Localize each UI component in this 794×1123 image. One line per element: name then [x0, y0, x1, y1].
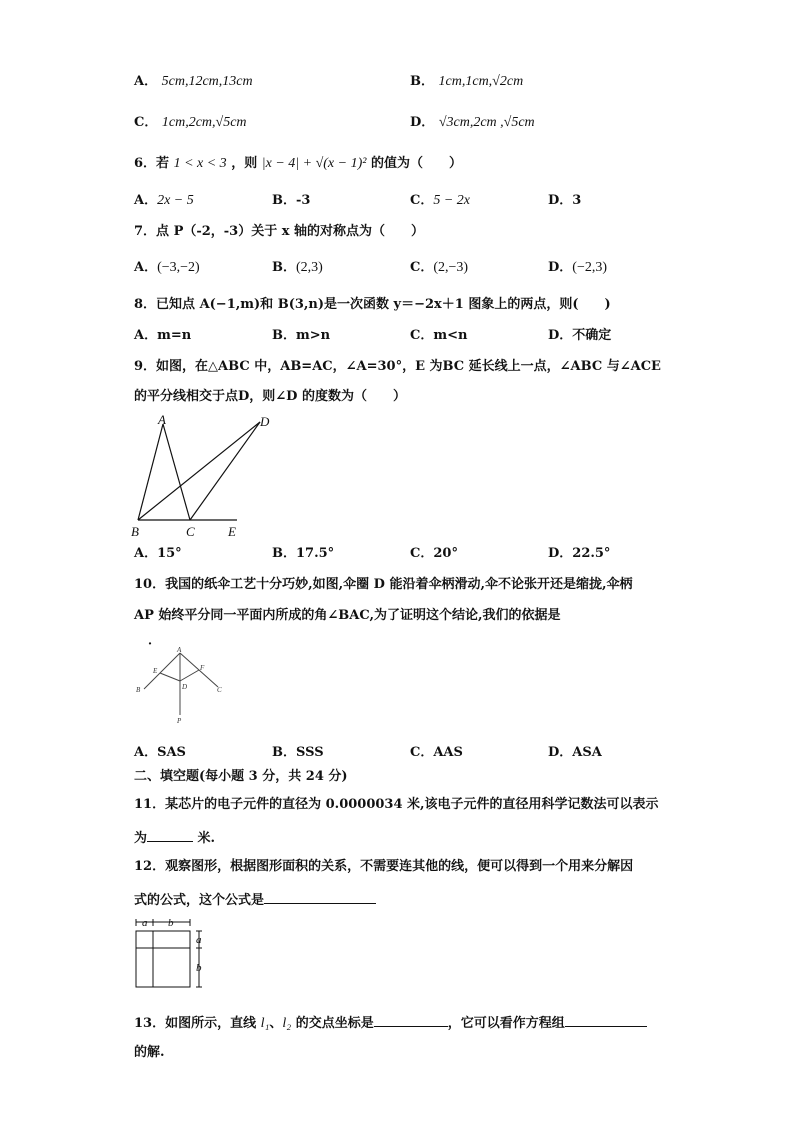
option-label: A．: [134, 193, 158, 208]
label-a: A: [177, 646, 182, 654]
option-text: 5cm,12cm,13cm: [161, 74, 253, 89]
option-text: (2,3): [296, 260, 323, 275]
line-l2-symbol: l₂: [282, 1016, 292, 1031]
section-heading: 二、填空题(每小题 3 分，共 24 分): [134, 769, 348, 784]
q12-answer-blank[interactable]: [264, 889, 376, 904]
dim-a-side: a: [196, 934, 202, 946]
q5-option-c: [134, 114, 247, 132]
q9-stem-line1: 9．如图，在△ABC 中，AB=AC，∠A=30°，E 为BC 延长线上一点，∠ABC 与∠ACE: [134, 359, 661, 374]
option-label: D．: [548, 260, 573, 275]
q5-option-d: [410, 114, 535, 132]
line-l1-symbol: l₁: [260, 1016, 270, 1031]
q13-coordinate-blank[interactable]: [374, 1012, 448, 1027]
dim-b-top: b: [168, 917, 174, 929]
label-b: B: [136, 686, 141, 694]
outer-square: [136, 931, 190, 987]
segment-cd: [190, 422, 260, 520]
q6-option-b: [272, 192, 310, 210]
q12-stem-line1: 12．观察图形，根据图形面积的关系，不需要连其他的线，便可以得到一个用来分解因: [134, 859, 634, 874]
q10-option-c: C．AAS: [410, 745, 463, 760]
q8-stem: 8．已知点 A(−1,m)和 B(3,n)是一次函数 y＝−2x＋1 图象上的两点，则( ): [134, 297, 611, 312]
segment-bd: [138, 422, 260, 520]
q8-option-a: A．m=n: [134, 328, 192, 343]
option-text: 1cm,1cm,√2cm: [438, 74, 524, 89]
option-label: A．: [134, 260, 158, 275]
q7-stem: 7．点 P（-2，-3）关于 x 轴的对称点为（ ）: [134, 224, 425, 239]
q9-option-b: B．17.5°: [272, 546, 335, 561]
q9-option-a: A．15°: [134, 546, 182, 561]
option-text: (−2,3): [572, 260, 608, 275]
option-label: B．: [272, 193, 296, 208]
q11-stem-line2: [134, 827, 215, 848]
q6-expression: |x − 4| + √(x − 1)²: [261, 156, 367, 171]
q11-suffix: 米.: [197, 831, 216, 846]
q6-option-d: [548, 192, 581, 210]
label-d: D: [260, 414, 270, 429]
q10-option-a: A．SAS: [134, 745, 186, 760]
dim-b-side: b: [196, 962, 202, 974]
q13-separator: 、: [269, 1016, 283, 1031]
q9-option-d: D．22.5°: [548, 546, 611, 561]
q6-condition: 1 < x < 3: [173, 156, 227, 171]
option-label: D．: [410, 115, 435, 130]
label-e: E: [153, 667, 158, 675]
q13-mid: 的交点坐标是: [295, 1016, 374, 1031]
q10-stem-line2: AP 始终平分同一平面内所成的角∠BAC,为了证明这个结论,我们的依据是: [134, 608, 561, 623]
option-text: (−3,−2): [157, 260, 200, 275]
q13-equation-blank[interactable]: [565, 1012, 647, 1027]
q6-option-c: [410, 192, 470, 210]
option-text: 1cm,2cm,√5cm: [161, 115, 247, 130]
q8-option-c: C．m<n: [410, 328, 468, 343]
q7-option-a: [134, 259, 200, 277]
q10-option-d: D．ASA: [548, 745, 602, 760]
q6-stem: [134, 155, 462, 173]
option-label: C．: [410, 193, 434, 208]
q6-option-a: [134, 192, 194, 210]
option-label: B．: [272, 260, 296, 275]
option-text: -3: [296, 193, 311, 208]
q12-square-figure: [130, 916, 212, 990]
q8-option-b: B．m>n: [272, 328, 331, 343]
q10-umbrella-figure: [130, 645, 235, 725]
label-d: D: [182, 683, 188, 691]
q12-stem-line2: [134, 889, 376, 910]
option-text: (2,−3): [433, 260, 469, 275]
q5-option-a: [134, 73, 253, 91]
label-c: C: [217, 686, 222, 694]
q13-mid2: ，它可以看作方程组: [447, 1016, 565, 1031]
option-text: √3cm,2cm ,√5cm: [438, 115, 535, 130]
q13-stem-line1: [134, 1012, 647, 1033]
q11-stem-line1: 11．某芯片的电子元件的直径为 0.0000034 米,该电子元件的直径用科学记数法可以表示: [134, 797, 659, 812]
option-text: 2x − 5: [157, 193, 194, 208]
option-label: D．: [548, 193, 573, 208]
rib-ab: [144, 653, 180, 689]
q6-suffix: 的值为（ ）: [370, 156, 462, 171]
dim-a-top: a: [142, 917, 148, 929]
label-e: E: [228, 524, 236, 539]
q8-option-d: D．不确定: [548, 328, 612, 343]
option-label: C．: [410, 260, 434, 275]
q6-prefix: 6．若: [134, 156, 170, 171]
label-p: P: [177, 717, 182, 725]
option-label: B．: [410, 74, 434, 89]
q7-option-c: [410, 259, 468, 277]
q10-option-b: B．SSS: [272, 745, 324, 760]
q9-triangle-figure: [125, 410, 285, 542]
q13-prefix: 13．如图所示，直线: [134, 1016, 257, 1031]
label-c: C: [186, 524, 195, 539]
q12-prefix: 式的公式，这个公式是: [134, 893, 265, 908]
q11-answer-blank[interactable]: [147, 827, 193, 842]
option-text: 3: [572, 193, 582, 208]
strut-ed: [160, 673, 180, 681]
q13-stem-line2: 的解.: [134, 1045, 165, 1060]
q7-option-b: [272, 259, 323, 277]
label-a: A: [158, 412, 166, 427]
segment-ab: [138, 424, 163, 520]
strut-fd: [180, 670, 199, 681]
segment-ac: [163, 424, 190, 520]
option-text: 5 − 2x: [433, 193, 471, 208]
q7-option-d: [548, 259, 607, 277]
option-label: C．: [134, 115, 158, 130]
q11-prefix: 为: [134, 831, 148, 846]
q10-stem-line3: ．: [148, 633, 162, 648]
label-f: F: [200, 664, 205, 672]
option-label: A．: [134, 74, 158, 89]
q9-option-c: C．20°: [410, 546, 458, 561]
q9-stem-line2: 的平分线相交于点D，则∠D 的度数为（ ）: [134, 389, 406, 404]
label-b: B: [131, 524, 139, 539]
q5-option-b: [410, 73, 523, 91]
q10-stem-line1: 10．我国的纸伞工艺十分巧妙,如图,伞圈 D 能沿着伞柄滑动,伞不论张开还是缩拢,伞柄: [134, 577, 633, 592]
q6-mid: ，则: [231, 156, 258, 171]
